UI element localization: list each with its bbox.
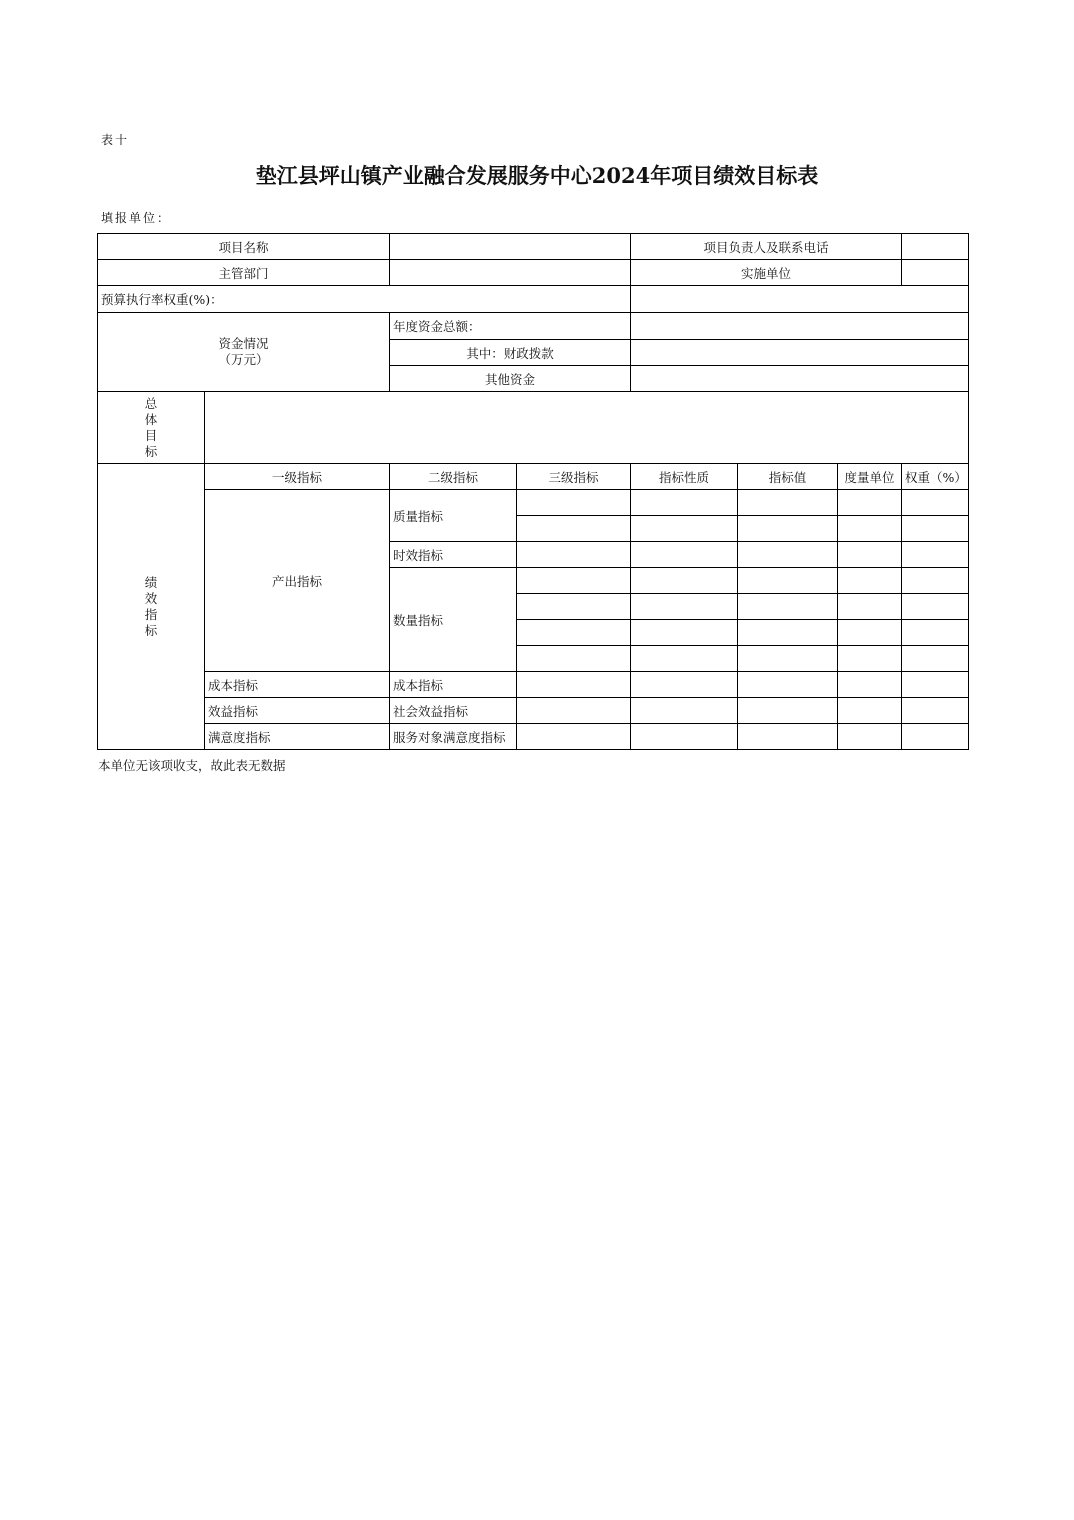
cell xyxy=(902,620,969,646)
reporting-unit-label: 填报单位： xyxy=(101,211,172,225)
project-contact-value xyxy=(902,234,969,260)
cell xyxy=(631,490,738,516)
cell xyxy=(631,672,738,698)
budget-weight-value xyxy=(631,286,969,313)
cell xyxy=(838,672,902,698)
other-funds-label: 其他资金 xyxy=(390,366,631,392)
header-level3: 三级指标 xyxy=(517,464,631,490)
table-number: 表十 xyxy=(101,133,130,147)
cell xyxy=(517,724,631,750)
header-value: 指标值 xyxy=(738,464,838,490)
perf-char: 效 xyxy=(144,590,158,606)
cell xyxy=(517,646,631,672)
budget-weight-label: 预算执行率权重(%)： xyxy=(98,286,631,313)
cell xyxy=(838,620,902,646)
table-row xyxy=(98,464,969,490)
benefit-indicator-l1: 效益指标 xyxy=(205,698,390,724)
table-row xyxy=(98,490,969,516)
table-row xyxy=(98,672,969,698)
performance-indicator-label xyxy=(98,464,205,750)
cell xyxy=(517,568,631,594)
project-contact-label: 项目负责人及联系电话 xyxy=(631,234,902,260)
cell xyxy=(738,620,838,646)
perf-char: 标 xyxy=(144,622,158,638)
header-weight: 权重（%） xyxy=(902,464,969,490)
cell xyxy=(902,516,969,542)
cell xyxy=(838,542,902,568)
table-row xyxy=(98,724,969,750)
table-row xyxy=(98,698,969,724)
cell xyxy=(838,594,902,620)
cell xyxy=(838,516,902,542)
cell xyxy=(902,568,969,594)
cell xyxy=(738,490,838,516)
cost-indicator-l1: 成本指标 xyxy=(205,672,390,698)
header-unit: 度量单位 xyxy=(838,464,902,490)
overall-goal-char: 总 xyxy=(144,395,158,411)
fiscal-value xyxy=(631,340,969,366)
cell xyxy=(838,568,902,594)
cell xyxy=(738,698,838,724)
cell xyxy=(631,542,738,568)
header-nature: 指标性质 xyxy=(631,464,738,490)
table-row xyxy=(98,392,969,464)
header-level2: 二级指标 xyxy=(390,464,517,490)
project-name-value xyxy=(390,234,631,260)
header-level1: 一级指标 xyxy=(205,464,390,490)
table-row xyxy=(98,313,969,340)
cell xyxy=(631,620,738,646)
cell xyxy=(838,698,902,724)
cell xyxy=(738,672,838,698)
cell xyxy=(838,646,902,672)
cell xyxy=(517,594,631,620)
cell xyxy=(631,594,738,620)
fiscal-label: 其中：财政拨款 xyxy=(390,340,631,366)
satisfaction-indicator-l1: 满意度指标 xyxy=(205,724,390,750)
overall-goal-value xyxy=(205,392,969,464)
overall-goal-char: 标 xyxy=(144,443,158,459)
cell xyxy=(631,568,738,594)
perf-char: 绩 xyxy=(144,574,158,590)
satisfaction-indicator-l2: 服务对象满意度指标 xyxy=(390,724,517,750)
cell xyxy=(902,646,969,672)
annual-total-value xyxy=(631,313,969,340)
performance-target-table xyxy=(97,233,969,750)
cell xyxy=(738,646,838,672)
implementer-label: 实施单位 xyxy=(631,260,902,286)
cell xyxy=(902,542,969,568)
cell xyxy=(738,568,838,594)
table-row xyxy=(98,286,969,313)
overall-goal-label xyxy=(98,392,205,464)
supervisor-value xyxy=(390,260,631,286)
cell xyxy=(517,620,631,646)
funds-label-line1: 资金情况 xyxy=(218,336,269,351)
cell xyxy=(631,516,738,542)
overall-goal-char: 体 xyxy=(144,411,158,427)
table-row xyxy=(98,260,969,286)
cell xyxy=(631,646,738,672)
cell xyxy=(902,672,969,698)
cell xyxy=(517,698,631,724)
overall-goal-char: 目 xyxy=(144,427,158,443)
table-row xyxy=(98,234,969,260)
output-indicator-label: 产出指标 xyxy=(205,490,390,672)
supervisor-label: 主管部门 xyxy=(98,260,390,286)
project-name-label: 项目名称 xyxy=(98,234,390,260)
no-data-note: 本单位无该项收支，故此表无数据 xyxy=(98,758,286,773)
cell xyxy=(902,724,969,750)
cell xyxy=(902,490,969,516)
cell xyxy=(838,490,902,516)
timeliness-indicator-label: 时效指标 xyxy=(390,542,517,568)
quality-indicator-label: 质量指标 xyxy=(390,490,517,542)
cell xyxy=(517,542,631,568)
cell xyxy=(738,724,838,750)
cell xyxy=(517,490,631,516)
perf-char: 指 xyxy=(144,606,158,622)
implementer-value xyxy=(902,260,969,286)
other-funds-value xyxy=(631,366,969,392)
cell xyxy=(631,724,738,750)
quantity-indicator-label: 数量指标 xyxy=(390,568,517,672)
benefit-indicator-l2: 社会效益指标 xyxy=(390,698,517,724)
cost-indicator-l2: 成本指标 xyxy=(390,672,517,698)
cell xyxy=(738,516,838,542)
annual-total-label: 年度资金总额： xyxy=(390,313,631,340)
cell xyxy=(838,724,902,750)
cell xyxy=(902,594,969,620)
cell xyxy=(738,542,838,568)
funds-label-line2: （万元） xyxy=(218,352,269,367)
funds-label xyxy=(98,313,390,392)
cell xyxy=(517,672,631,698)
cell xyxy=(517,516,631,542)
page-title: 垫江县坪山镇产业融合发展服务中心2024年项目绩效目标表 xyxy=(255,163,819,188)
cell xyxy=(631,698,738,724)
cell xyxy=(902,698,969,724)
cell xyxy=(738,594,838,620)
